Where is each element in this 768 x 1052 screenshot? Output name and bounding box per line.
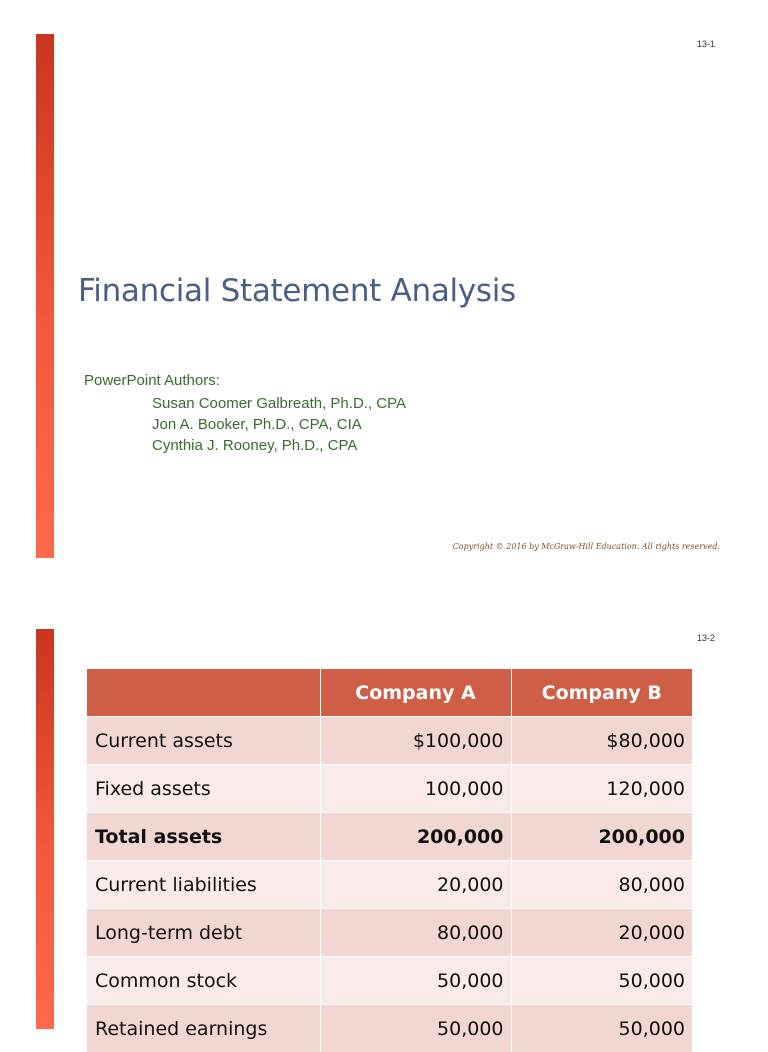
value-company-b: 120,000 (511, 765, 692, 813)
authors-label: PowerPoint Authors: (84, 372, 220, 389)
row-label: Long-term debt (87, 909, 320, 957)
slide-title: Financial Statement Analysis (78, 273, 516, 309)
value-company-a: 100,000 (320, 765, 511, 813)
table-row (87, 861, 692, 909)
value-company-b: 80,000 (511, 861, 692, 909)
row-label: Fixed assets (87, 765, 320, 813)
row-label: Retained earnings (87, 1005, 320, 1052)
value-company-a: 50,000 (320, 1005, 511, 1052)
table-row (87, 909, 692, 957)
accent-bar (36, 34, 54, 558)
table-header-row (87, 669, 692, 717)
slide-2 (0, 585, 768, 1024)
value-company-a: 50,000 (320, 957, 511, 1005)
slide-number: 13-1 (697, 39, 715, 49)
table-row (87, 717, 692, 765)
value-company-b: 20,000 (511, 909, 692, 957)
value-company-b: 200,000 (511, 813, 692, 861)
table-row-total (87, 813, 692, 861)
author-name: Jon A. Booker, Ph.D., CPA, CIA (152, 414, 406, 435)
value-company-b: 50,000 (511, 1005, 692, 1052)
slide-number: 13-2 (697, 633, 715, 643)
header-cell-label (87, 669, 320, 717)
accent-bar (36, 629, 54, 1029)
financial-table (87, 669, 692, 1052)
value-company-b: 50,000 (511, 957, 692, 1005)
row-label: Total assets (87, 813, 320, 861)
value-company-a: 20,000 (320, 861, 511, 909)
author-name: Cynthia J. Rooney, Ph.D., CPA (152, 435, 406, 456)
table-row (87, 1005, 692, 1052)
copyright-notice: Copyright © 2016 by McGraw-Hill Education. All rights reserved. (453, 542, 720, 551)
value-company-a: 80,000 (320, 909, 511, 957)
header-cell-company-b: Company B (511, 669, 692, 717)
value-company-a: 200,000 (320, 813, 511, 861)
authors-list (152, 393, 406, 456)
value-company-a: $100,000 (320, 717, 511, 765)
author-name: Susan Coomer Galbreath, Ph.D., CPA (152, 393, 406, 414)
row-label: Current liabilities (87, 861, 320, 909)
table-row (87, 765, 692, 813)
row-label: Common stock (87, 957, 320, 1005)
header-cell-company-a: Company A (320, 669, 511, 717)
table-row (87, 957, 692, 1005)
value-company-b: $80,000 (511, 717, 692, 765)
row-label: Current assets (87, 717, 320, 765)
